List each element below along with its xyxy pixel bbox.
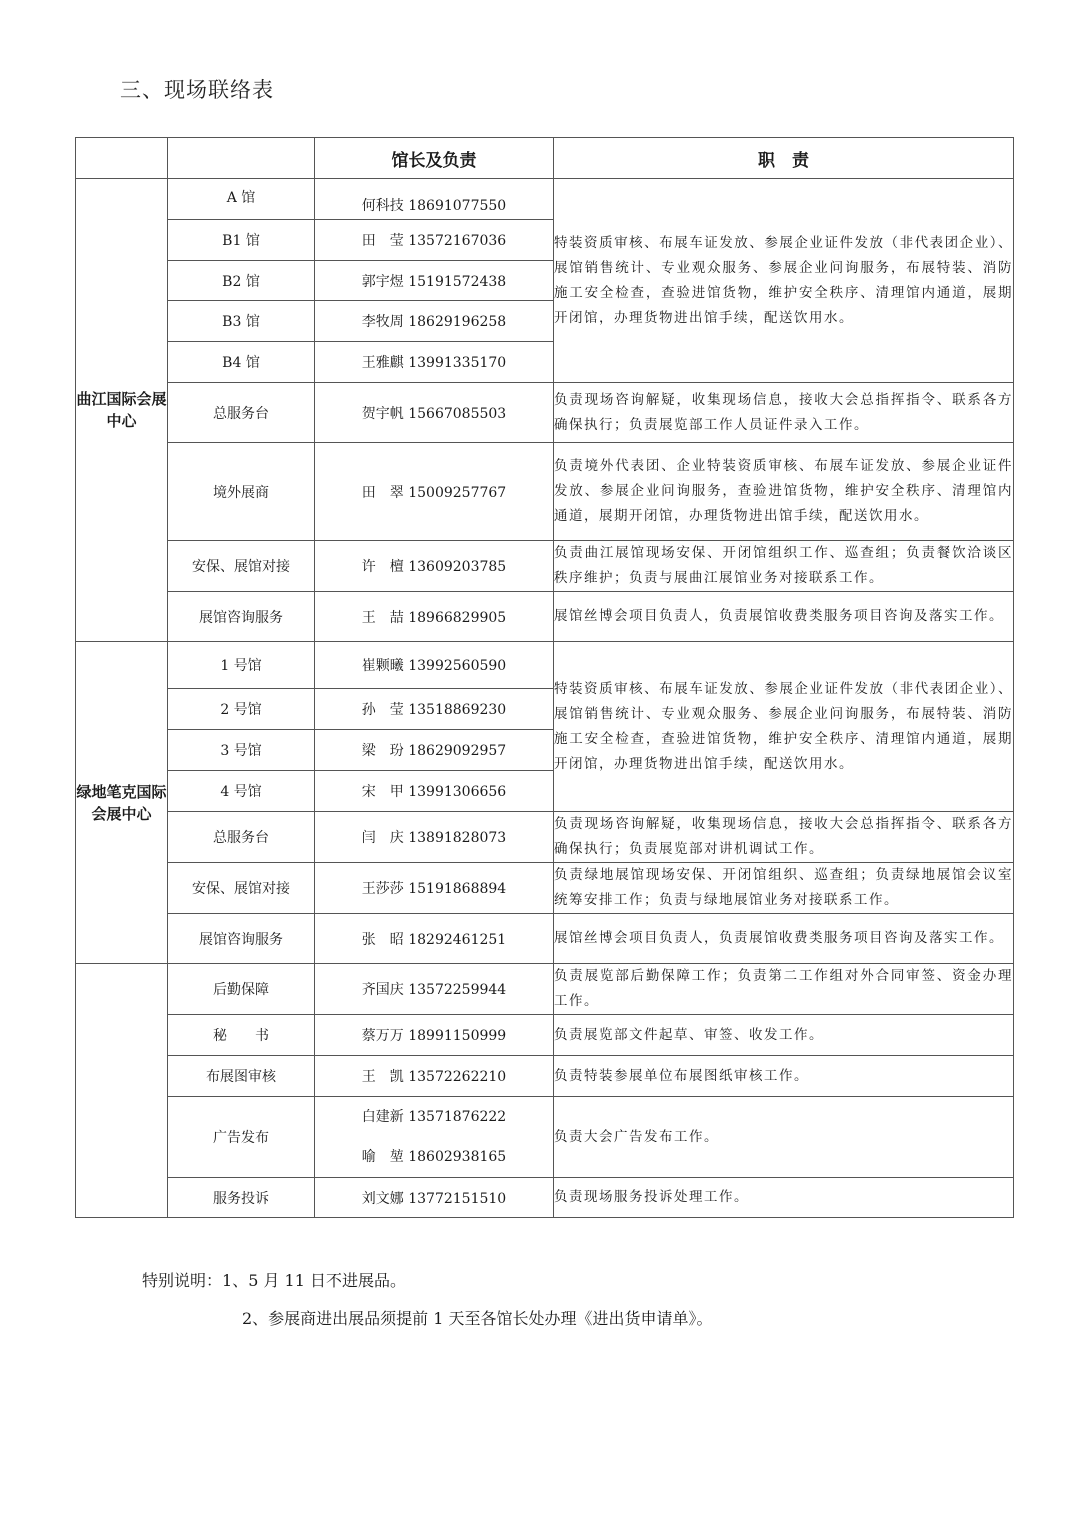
table-row (76, 443, 1014, 541)
hall-cell: 广告发布 (168, 1097, 315, 1178)
special-notes (142, 1262, 713, 1338)
duty-cell: 负责展览部后勤保障工作；负责第二工作组对外合同审签、资金办理工作。 (554, 964, 1014, 1015)
header-hall (168, 138, 315, 179)
hall-cell: B1 馆 (168, 220, 315, 261)
header-venue (76, 138, 168, 179)
person-cell: 田 莹 13572167036 (315, 220, 554, 261)
person-cell: 许 檀 13609203785 (315, 541, 554, 592)
person-cell: 王 喆 18966829905 (315, 592, 554, 642)
header-duty: 职 责 (554, 138, 1014, 179)
person-cell: 梁 玢 18629092957 (315, 730, 554, 771)
hall-cell: 布展图审核 (168, 1056, 315, 1097)
table-row (76, 179, 1014, 220)
hall-cell: 秘 书 (168, 1015, 315, 1056)
hall-cell: 展馆咨询服务 (168, 914, 315, 964)
note-item (142, 1300, 713, 1338)
hall-cell: 4 号馆 (168, 771, 315, 812)
person-cell: 李牧周 18629196258 (315, 301, 554, 342)
hall-cell: 后勤保障 (168, 964, 315, 1015)
table-row (76, 541, 1014, 592)
person-cell (315, 1097, 554, 1178)
table-header-row (76, 138, 1014, 179)
duty-cell: 展馆丝博会项目负责人，负责展馆收费类服务项目咨询及落实工作。 (554, 592, 1014, 642)
person-cell: 张 昭 18292461251 (315, 914, 554, 964)
hall-cell: 安保、展馆对接 (168, 863, 315, 914)
note-text: 1、5 月 11 日不进展品。 (222, 1271, 406, 1290)
person-cell: 何科技 18691077550 (315, 179, 554, 220)
hall-cell: 3 号馆 (168, 730, 315, 771)
header-person: 馆长及负责 (315, 138, 554, 179)
hall-cell: 展馆咨询服务 (168, 592, 315, 642)
table-row (76, 1178, 1014, 1218)
venue-cell: 曲江国际会展中心 (76, 179, 168, 642)
hall-cell: 境外展商 (168, 443, 315, 541)
hall-cell: A 馆 (168, 179, 315, 220)
table-row (76, 863, 1014, 914)
duty-cell: 展馆丝博会项目负责人，负责展馆收费类服务项目咨询及落实工作。 (554, 914, 1014, 964)
table-row (76, 592, 1014, 642)
note-item (142, 1262, 713, 1300)
person-cell: 刘文娜 13772151510 (315, 1178, 554, 1218)
duty-cell: 负责特装参展单位布展图纸审核工作。 (554, 1056, 1014, 1097)
person-cell: 宋 甲 13991306656 (315, 771, 554, 812)
duty-cell: 负责现场咨询解疑，收集现场信息，接收大会总指挥指令、联系各方确保执行；负责展览部工作人员证件录入工作。 (554, 383, 1014, 443)
table-row (76, 914, 1014, 964)
table-row (76, 1097, 1014, 1178)
person-line: 白建新 13571876222 (361, 1109, 507, 1125)
table-row (76, 383, 1014, 443)
hall-cell: 服务投诉 (168, 1178, 315, 1218)
section-title: 三、现场联络表 (120, 78, 274, 102)
hall-cell: 安保、展馆对接 (168, 541, 315, 592)
venue-cell: 绿地笔克国际会展中心 (76, 642, 168, 964)
duty-cell: 负责大会广告发布工作。 (554, 1097, 1014, 1178)
person-cell: 孙 莹 13518869230 (315, 689, 554, 730)
duty-cell: 负责现场咨询解疑，收集现场信息，接收大会总指挥指令、联系各方确保执行；负责展览部对讲机调试工作。 (554, 812, 1014, 863)
person-cell: 王莎莎 15191868894 (315, 863, 554, 914)
venue-cell (76, 964, 168, 1218)
table-row (76, 642, 1014, 689)
person-cell: 蔡万万 18991150999 (315, 1015, 554, 1056)
duty-cell: 负责绿地展馆现场安保、开闭馆组织、巡查组；负责绿地展馆会议室统筹安排工作；负责与绿地展馆业务对接联系工作。 (554, 863, 1014, 914)
person-cell: 崔颗曦 13992560590 (315, 642, 554, 689)
duty-cell: 负责境外代表团、企业特装资质审核、布展车证发放、参展企业证件发放、参展企业问询服务，查验进馆货物，维护安全秩序、清理馆内通道，展期开闭馆，办理货物进出馆手续，配送饮用水。 (554, 443, 1014, 541)
hall-cell: 2 号馆 (168, 689, 315, 730)
hall-cell: 总服务台 (168, 383, 315, 443)
duty-cell: 负责展览部文件起草、审签、收发工作。 (554, 1015, 1014, 1056)
person-cell: 郭宇煜 15191572438 (315, 261, 554, 301)
notes-label: 特别说明： (142, 1271, 223, 1290)
duty-cell: 负责现场服务投诉处理工作。 (554, 1178, 1014, 1218)
table-row (76, 1056, 1014, 1097)
table-row (76, 964, 1014, 1015)
person-cell: 贺宇帆 15667085503 (315, 383, 554, 443)
person-line: 喻 堃 18602938165 (361, 1149, 507, 1165)
hall-cell: 总服务台 (168, 812, 315, 863)
hall-cell: B3 馆 (168, 301, 315, 342)
table-row (76, 812, 1014, 863)
hall-cell: 1 号馆 (168, 642, 315, 689)
note-text: 2、参展商进出展品须提前 1 天至各馆长处办理《进出货申请单》。 (242, 1309, 713, 1328)
table-row (76, 1015, 1014, 1056)
person-cell: 王 凯 13572262210 (315, 1056, 554, 1097)
duty-cell: 负责曲江展馆现场安保、开闭馆组织工作、巡查组；负责餐饮洽谈区秩序维护；负责与展曲江展馆业务对接联系工作。 (554, 541, 1014, 592)
hall-cell: B4 馆 (168, 342, 315, 383)
duty-cell: 特装资质审核、布展车证发放、参展企业证件发放（非代表团企业）、展馆销售统计、专业观众服务、参展企业问询服务，布展特装、消防施工安全检查，查验进馆货物，维护安全秩序、清理馆内通道，展期开闭馆，办理货物进出馆手续，配送饮用水。 (554, 642, 1014, 812)
duty-cell: 特装资质审核、布展车证发放、参展企业证件发放（非代表团企业）、展馆销售统计、专业观众服务、参展企业问询服务，布展特装、消防施工安全检查，查验进馆货物，维护安全秩序、清理馆内通道，展期开闭馆，办理货物进出馆手续，配送饮用水。 (554, 179, 1014, 383)
hall-cell: B2 馆 (168, 261, 315, 301)
person-cell: 田 翠 15009257767 (315, 443, 554, 541)
person-cell: 闫 庆 13891828073 (315, 812, 554, 863)
person-cell: 齐国庆 13572259944 (315, 964, 554, 1015)
person-cell: 王雅麒 13991335170 (315, 342, 554, 383)
contact-table (75, 137, 1014, 1218)
